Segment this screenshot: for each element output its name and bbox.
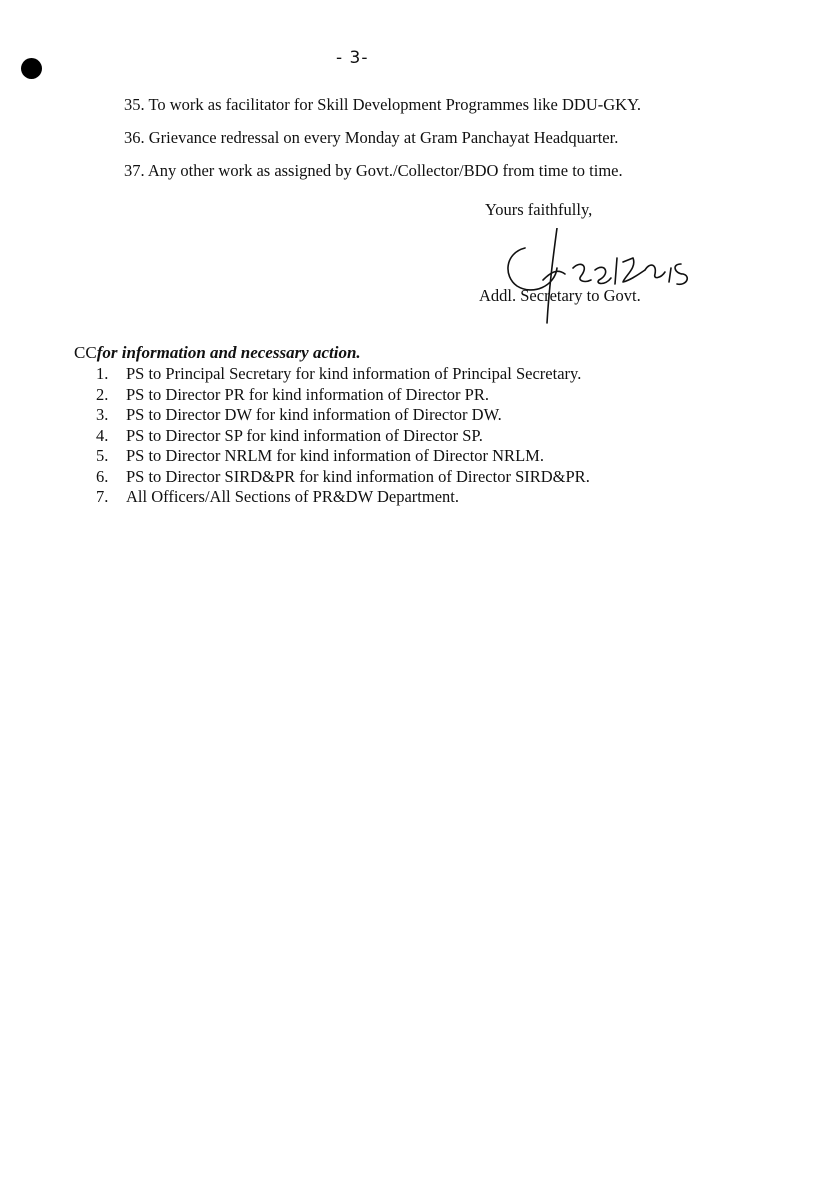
punch-hole-mark: [21, 58, 42, 79]
cc-item-number: 5.: [96, 446, 109, 465]
cc-list-item: [96, 364, 581, 384]
cc-heading: [74, 343, 361, 363]
cc-item-text: All Officers/All Sections of PR&DW Department.: [126, 487, 460, 506]
cc-list-item: [96, 467, 590, 487]
handwritten-signature: [495, 228, 705, 328]
cc-list-item: [96, 487, 459, 507]
closing-salutation: Yours faithfully,: [485, 200, 593, 219]
cc-item-number: 3.: [96, 405, 109, 424]
cc-item-number: 2.: [96, 384, 109, 404]
cc-item-number: 7.: [96, 487, 109, 506]
cc-item-number: 4.: [96, 425, 109, 445]
cc-item-text: PS to Principal Secretary for kind information of Principal Secretary.: [126, 364, 582, 383]
cc-item-number: 6.: [96, 466, 109, 486]
duty-item: 35. To work as facilitator for Skill Development Programmes like DDU-GKY.: [124, 95, 641, 114]
cc-list-item: [96, 405, 502, 425]
cc-item-text: PS to Director SP for kind information of Director SP.: [126, 425, 483, 445]
signatory-designation: Addl. Secretary to Govt.: [479, 286, 641, 305]
cc-list-item: [96, 426, 483, 446]
duty-item: 37. Any other work as assigned by Govt./Collector/BDO from time to time.: [124, 161, 623, 180]
cc-list-item: [96, 385, 489, 405]
duty-item: 36. Grievance redressal on every Monday at Gram Panchayat Headquarter.: [124, 128, 619, 147]
cc-item-text: PS to Director DW for kind information of Director DW.: [126, 405, 502, 424]
cc-item-text: PS to Director SIRD&PR for kind information of Director SIRD&PR.: [126, 466, 590, 486]
cc-item-text: PS to Director NRLM for kind information of Director NRLM.: [126, 446, 544, 465]
cc-list-item: [96, 446, 544, 466]
page-number: - 3-: [336, 48, 369, 68]
cc-heading-text: for information and necessary action.: [96, 343, 361, 362]
cc-item-text: PS to Director PR for kind information of Director PR.: [126, 384, 489, 404]
cc-item-number: 1.: [96, 364, 109, 383]
cc-label: CC: [74, 343, 97, 362]
